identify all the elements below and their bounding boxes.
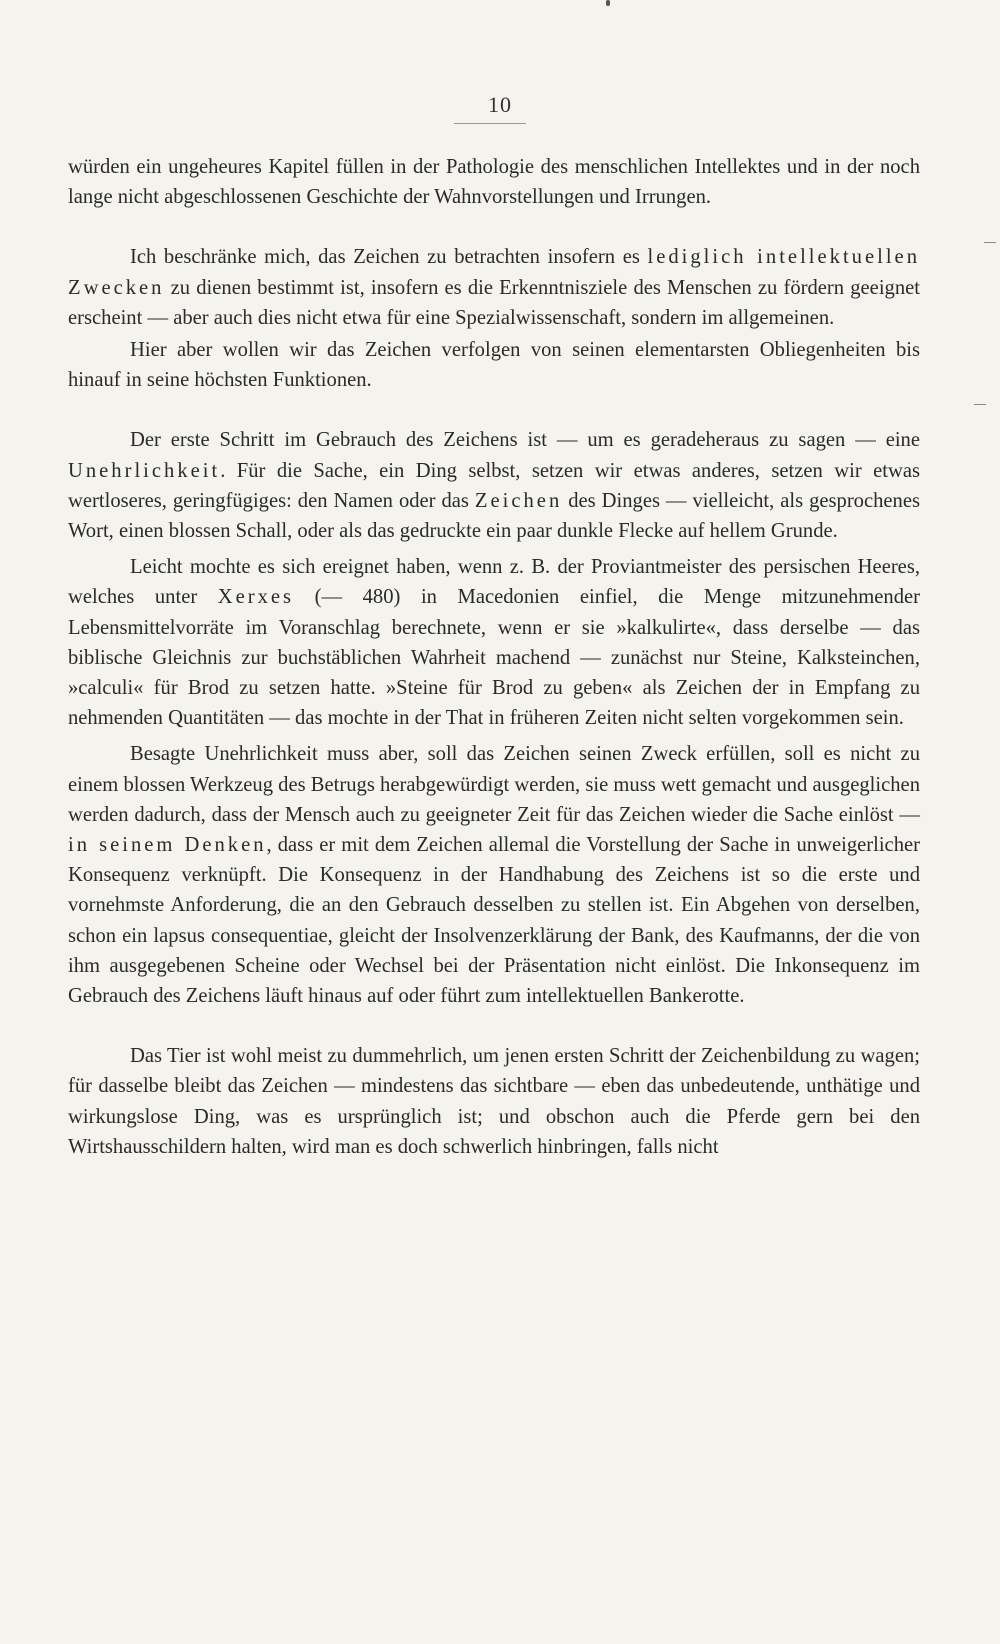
paragraph-text: . Für die Sache, ein Ding selbst, setzen wir etwas anderes, setzen wir etwas wertloseres, geringfügiges: den Namen oder das [68,459,920,512]
emphasized-text: Unehrlichkeit [68,459,221,482]
paragraph: Das Tier ist wohl meist zu dummehrlich, um jenen ersten Schritt der Zeichenbildung zu wagen; für dasselbe bleibt das Zeichen — mindestens das sichtbare — eben das unbedeutende, unthätige und wirkungslose Ding, was es ursprünglich ist; und obschon auch die Pferde gern bei den Wirtshausschildern halten, wird man es doch schwerlich hinbringen, falls nicht [68,1045,920,1158]
paragraph-text: Besagte Unehrlichkeit muss aber, soll das Zeichen seinen Zweck erfüllen, soll es nicht zu einem blossen Werkzeug des Betrugs herabgewürdigt werden, sie muss wett gemacht und ausgeglichen werden dadurch, dass der Mensch auch zu geeigneter Zeit für das Zeichen wieder die Sache einlöst — [68,743,920,826]
edge-mark [984,242,996,243]
emphasized-text: in seinem Denken [68,834,267,857]
paragraph-text: (— 480) in Macedonien einfiel, die Menge mitzunehmender Lebensmittelvorräte im Voranschlag berechnete, wenn er sie »kalkulirte«, dass derselbe — das biblische Gleichnis zur buchstäblichen Wahrheit machend — zunächst nur Steine, Kalksteinchen, »calculi« für Brod zu setzen hatte. »Steine für Brod zu geben« als Zeichen der in Empfang zu nehmenden Quantitäten — das mochte in der That in früheren Zeiten nicht selten vorgekommen sein. [68,586,920,730]
paragraph [68,739,920,1011]
page-number-rule [454,123,526,124]
paragraph: Hier aber wollen wir das Zeichen verfolgen von seinen elementarsten Obliegenheiten bis hinauf in seine höchsten Funktionen. [68,339,920,392]
paragraph-text: des Dinges — vielleicht, als gesprochenes Wort, einen blossen Schall, oder als das gedruckte ein paar dunkle Flecke auf hellem Grunde. [68,489,920,543]
edge-mark [974,404,986,405]
paragraph-text: Ich beschränke mich, das Zeichen zu betrachten insofern es [130,246,648,269]
paragraph [68,425,920,546]
paragraph: würden ein ungeheures Kapitel füllen in der Pathologie des menschlichen Intellektes und in der noch lange nicht abgeschlossenen Geschichte der Wahnvorstellungen und Irrungen. [68,156,920,209]
emphasized-text: lediglich intellektuellen Zwecken [68,246,920,299]
paragraph [68,242,920,333]
paragraph-text: , dass er mit dem Zeichen allemal die Vorstellung der Sache in unweigerlicher Konsequenz verknüpft. Die Konsequenz in der Handhabung des Zeichens ist so die erste und vornehmste Anforderung, die an den Gebrauch desselben zu stellen ist. Ein Abgehen von derselben, schon ein lapsus consequentiae, gleicht der Insolvenzerklärung der Bank, des Kaufmanns, der die von ihm ausgegebenen Scheine oder Wechsel bei der Präsentation nicht einlöst. Die Inkonsequenz im Gebrauch des Zeichens läuft hinaus auf oder führt zum intellektuellen Bankerotte. [68,834,920,1008]
emphasized-text: Xerxes [217,586,295,609]
print-speck [606,0,610,6]
body-text [68,152,920,1162]
paragraph-text: zu dienen bestimmt ist, insofern es die Erkenntnisziele des Menschen zu fördern geeignet erscheint — aber auch dies nicht etwa für eine Spezialwissenschaft, sondern im allgemeinen. [68,276,920,329]
paragraph-text: Leicht mochte es sich ereignet haben, wenn z. B. der Proviantmeister des persischen Heeres, welches unter [68,556,920,609]
paragraph-text: Der erste Schritt im Gebrauch des Zeichens ist — um es geradeheraus zu sagen — eine [130,429,920,452]
paragraph [68,552,920,733]
page-number: 10 [488,92,512,117]
emphasized-text: Zeichen [474,489,563,512]
